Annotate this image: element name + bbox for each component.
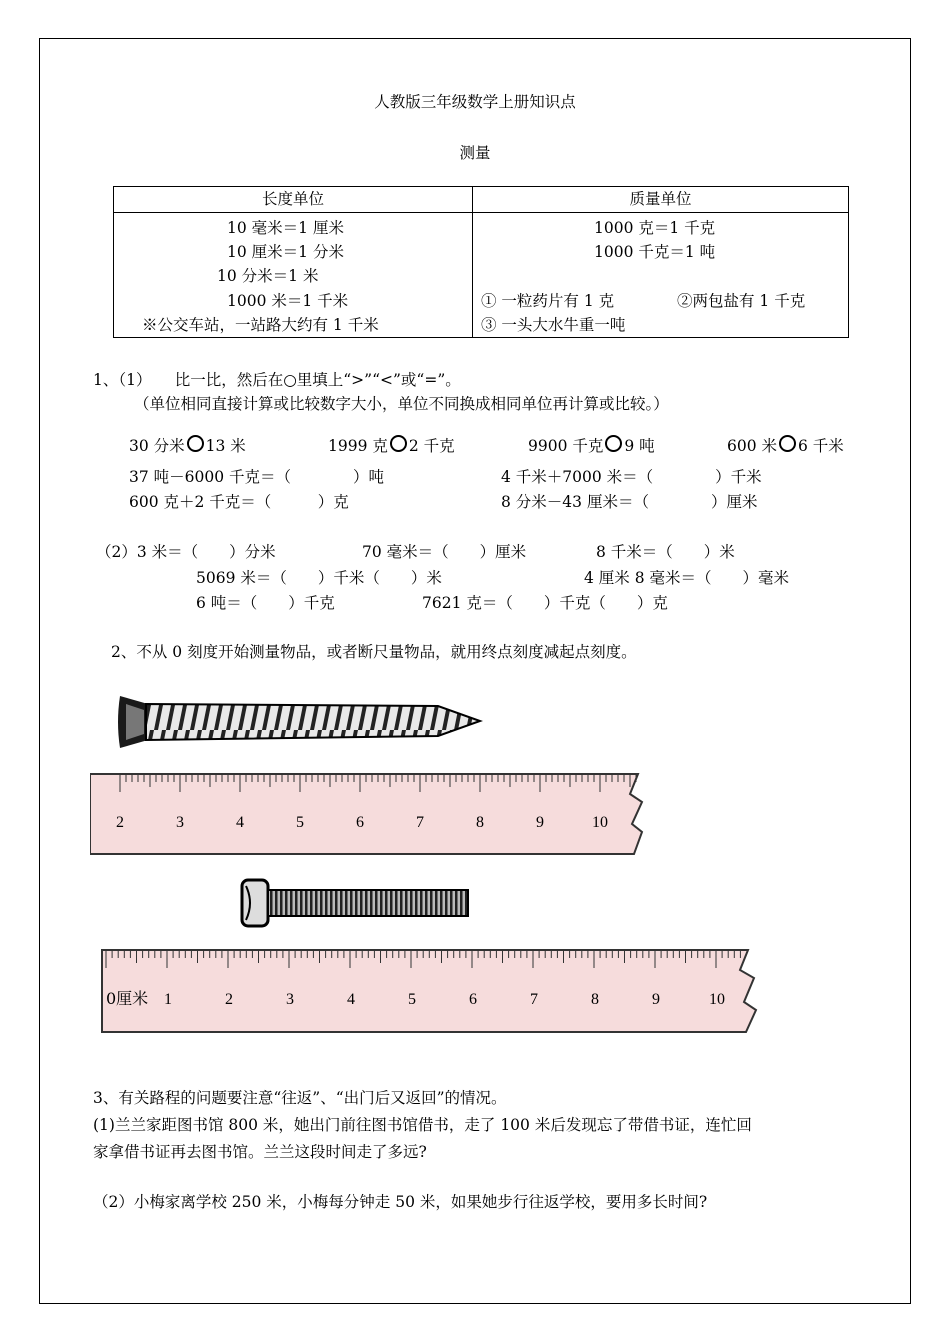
calc-item: 600 克＋2 千克＝（ ）克 xyxy=(129,493,349,511)
calc-item: 37 吨－6000 千克＝（ ）吨 xyxy=(129,468,385,486)
compare-right: 2 千克 xyxy=(408,437,455,455)
ruler-label: 7 xyxy=(416,814,424,831)
ruler-label: 2 xyxy=(225,991,233,1008)
section1-heading: 1、（1） 比一比，然后在○里填上“>”“<”或“=”。 xyxy=(93,371,461,389)
ruler-label: 10 xyxy=(592,814,608,831)
ruler-label: 7 xyxy=(530,991,538,1008)
conversion-item: 4 厘米 8 毫米＝（ ）毫米 xyxy=(584,569,790,587)
compare-left: 9900 千克 xyxy=(528,437,604,455)
compare-item xyxy=(727,434,844,456)
length-header: 长度单位 xyxy=(114,187,473,213)
mass-example: ① 一粒药片有 1 克 xyxy=(481,292,615,310)
compare-right: 9 吨 xyxy=(624,437,655,455)
bolt-image xyxy=(240,876,472,930)
ruler-label: 0厘米 xyxy=(106,989,149,1008)
ruler-label: 4 xyxy=(236,814,244,831)
compare-left: 600 米 xyxy=(727,437,778,455)
conversion-item: 7621 克＝（ ）千克（ ）克 xyxy=(422,594,668,612)
calc-item: 4 千米＋7000 米＝（ ）千米 xyxy=(501,468,762,486)
mass-row: 1000 千克＝1 吨 xyxy=(594,243,716,261)
calc-item: 8 分米－43 厘米＝（ ）厘米 xyxy=(501,493,758,511)
length-cell xyxy=(114,213,472,337)
compare-item xyxy=(528,434,655,456)
mass-row: 1000 克＝1 千克 xyxy=(594,219,716,237)
section3-heading: 3、有关路程的问题要注意“往返”、“出门后又返回”的情况。 xyxy=(93,1089,507,1107)
mass-example: ②两包盐有 1 千克 xyxy=(677,292,806,310)
section1-note: （单位相同直接计算或比较数字大小，单位不同换成相同单位再计算或比较。） xyxy=(134,395,669,413)
ruler-label: 3 xyxy=(176,814,184,831)
mass-cell xyxy=(473,213,848,337)
ruler-label: 10 xyxy=(709,991,725,1008)
compare-left: 30 分米 xyxy=(129,437,185,455)
question-1-line1: (1)兰兰家距图书馆 800 米，她出门前往图书馆借书，走了 100 米后发现忘了带借书证，连忙回 xyxy=(93,1116,752,1134)
compare-item xyxy=(129,434,246,456)
compare-item xyxy=(328,434,455,456)
question-2: （2）小梅家离学校 250 米，小梅每分钟走 50 米，如果她步行往返学校，要用多长时间? xyxy=(93,1193,708,1211)
ruler-label: 9 xyxy=(536,814,544,831)
conversion-item: 5069 米＝（ ）千米（ ）米 xyxy=(196,569,442,587)
ruler-label: 2 xyxy=(116,814,124,831)
doc-title: 人教版三年级数学上册知识点 xyxy=(374,93,576,111)
ruler-1 xyxy=(90,772,646,856)
screw-image xyxy=(118,690,488,754)
ruler-label: 1 xyxy=(164,991,172,1008)
section2-heading: 2、不从 0 刻度开始测量物品，或者断尺量物品，就用终点刻度减起点刻度。 xyxy=(111,643,637,661)
compare-right: 13 米 xyxy=(205,437,246,455)
doc-subtitle: 测量 xyxy=(459,144,491,162)
ruler-label: 5 xyxy=(296,814,304,831)
conversion-item: 70 毫米＝（ ）厘米 xyxy=(362,543,527,561)
length-row: 10 分米＝1 米 xyxy=(217,267,319,285)
answer-circle[interactable] xyxy=(187,435,204,452)
length-row: 1000 米＝1 千米 xyxy=(227,292,349,310)
conversion-item: 6 吨＝（ ）千克 xyxy=(196,594,335,612)
ruler-label: 3 xyxy=(286,991,294,1008)
compare-left: 1999 克 xyxy=(328,437,388,455)
ruler-label: 6 xyxy=(469,991,477,1008)
mass-header: 质量单位 xyxy=(473,187,849,213)
conversion-item: （2）3 米＝（ ）分米 xyxy=(96,543,276,561)
length-row: 10 厘米＝1 分米 xyxy=(227,243,344,261)
mass-example: ③ 一头大水牛重一吨 xyxy=(481,316,626,334)
ruler-label: 4 xyxy=(347,991,355,1008)
units-table xyxy=(113,186,849,338)
compare-right: 6 千米 xyxy=(798,437,844,455)
ruler-label: 5 xyxy=(408,991,416,1008)
length-note: ※公交车站，一站路大约有 1 千米 xyxy=(142,316,379,334)
ruler-label: 6 xyxy=(356,814,364,831)
ruler-label: 9 xyxy=(652,991,660,1008)
answer-circle[interactable] xyxy=(779,435,796,452)
answer-circle[interactable] xyxy=(605,435,622,452)
ruler-2 xyxy=(100,948,764,1034)
ruler-label: 8 xyxy=(476,814,484,831)
conversion-item: 8 千米＝（ ）米 xyxy=(596,543,735,561)
answer-circle[interactable] xyxy=(390,435,407,452)
question-1-line2: 家拿借书证再去图书馆。兰兰这段时间走了多远? xyxy=(93,1143,427,1161)
ruler-label: 8 xyxy=(591,991,599,1008)
length-row: 10 毫米＝1 厘米 xyxy=(227,219,344,237)
